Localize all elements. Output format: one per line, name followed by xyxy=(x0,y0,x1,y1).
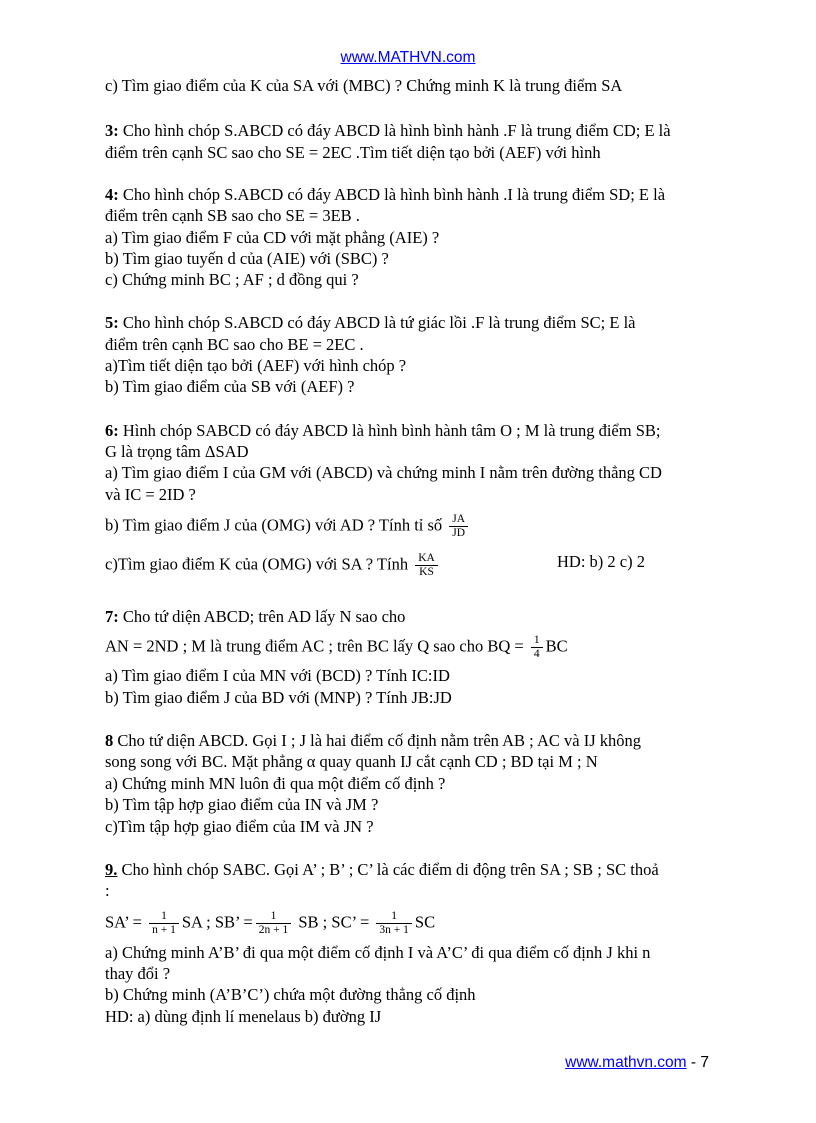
numerator: 1 xyxy=(391,910,398,922)
text-line: điểm trên cạnh BC sao cho BE = 2EC . xyxy=(105,335,364,354)
fraction-one-quarter xyxy=(531,634,543,661)
text: Hình chóp SABCD có đáy ABCD là hình bình hành tâm O ; M là trung điểm SB; xyxy=(118,421,661,440)
problem-4 xyxy=(105,185,665,205)
numerator: KA xyxy=(418,552,435,564)
page-footer xyxy=(565,1054,709,1072)
text-line: thay đổi ? xyxy=(105,964,171,983)
denominator: n + 1 xyxy=(149,923,179,937)
text-line: G là trọng tâm ΔSAD xyxy=(105,442,249,461)
header-site-link[interactable]: www.MATHVN.com xyxy=(340,49,476,66)
problem-7 xyxy=(105,607,405,627)
fraction-ka-ks xyxy=(415,552,438,579)
text: SC xyxy=(414,912,436,932)
text: Cho tứ diện ABCD. Gọi I ; J là hai điểm cố định nằm trên AB ; AC và IJ không xyxy=(113,731,641,750)
text-line: b) Chứng minh (A’B’C’) chứa một đường thẳng cố định xyxy=(105,985,476,1004)
text: SA ; SB’ = xyxy=(181,912,253,932)
text: Cho hình chóp S.ABCD có đáy ABCD là hình bình hành .F là trung điểm CD; E là xyxy=(118,121,671,140)
numerator: 1 xyxy=(161,910,167,922)
problem-number: 6: xyxy=(105,421,119,440)
text-line: c) Chứng minh BC ; AF ; d đồng qui ? xyxy=(105,270,359,289)
problem-number: 9. xyxy=(105,860,118,879)
denominator: 4 xyxy=(531,647,543,661)
text-line: a)Tìm tiết diện tạo bởi (AEF) với hình chóp ? xyxy=(105,356,407,375)
problem-3 xyxy=(105,121,671,141)
problem-6 xyxy=(105,421,660,441)
fraction-1-n1 xyxy=(149,910,179,937)
text-line: a) Tìm giao điểm I của GM với (ABCD) và chứng minh I nằm trên đường thẳng CD xyxy=(105,463,662,482)
problem-number: 5: xyxy=(105,313,119,332)
problem-8 xyxy=(105,731,641,751)
text: c)Tìm giao điểm K của (OMG) với SA ? Tính xyxy=(105,554,409,574)
numerator: JA xyxy=(452,513,466,525)
text-line: điểm trên cạnh SB sao cho SE = 3EB . xyxy=(105,206,360,225)
numerator: 1 xyxy=(270,910,277,922)
denominator: 3n + 1 xyxy=(376,923,412,937)
text: Cho tứ diện ABCD; trên AD lấy N sao cho xyxy=(118,607,406,626)
fraction-1-3n1 xyxy=(376,910,412,937)
page-number: - 7 xyxy=(686,1054,709,1071)
problem-number: 4: xyxy=(105,185,119,204)
problem-number: 7: xyxy=(105,607,119,626)
numerator: 1 xyxy=(533,634,540,646)
text: Cho hình chóp S.ABCD có đáy ABCD là tứ giác lồi .F là trung điểm SC; E là xyxy=(118,313,636,332)
text: SB ; SC’ = xyxy=(298,912,370,932)
page-header xyxy=(0,49,816,67)
text: b) Tìm giao điểm J của (OMG) với AD ? Tính tỉ số xyxy=(105,515,443,535)
text-line xyxy=(105,634,568,661)
text-line: a) Chứng minh MN luôn đi qua một điểm cố định ? xyxy=(105,774,446,793)
footer-site-link[interactable]: www.mathvn.com xyxy=(565,1054,687,1071)
problem-number: 8 xyxy=(105,731,114,750)
text-line: b) Tìm giao tuyến d của (AIE) với (SBC) ? xyxy=(105,249,389,268)
text-line: b) Tìm tập hợp giao điểm của IN và JM ? xyxy=(105,795,379,814)
text-line: a) Tìm giao điểm I của MN với (BCD) ? Tính IC:ID xyxy=(105,666,450,685)
text: Cho hình chóp S.ABCD có đáy ABCD là hình bình hành .I là trung điểm SD; E là xyxy=(118,185,666,204)
text-line: : xyxy=(105,881,110,900)
text-line: b) Tìm giao điểm J của BD với (MNP) ? Tính JB:JD xyxy=(105,688,452,707)
text-line xyxy=(105,552,441,579)
problem-5 xyxy=(105,313,636,333)
text-line: a) Chứng minh A’B’ đi qua một điểm cố định I và A’C’ đi qua điểm cố định J khi n xyxy=(105,943,651,962)
text-line: c) Tìm giao điểm của K của SA với (MBC) ? Chứng minh K là trung điểm SA xyxy=(105,76,623,95)
text-line: c)Tìm tập hợp giao điểm của IM và JN ? xyxy=(105,817,374,836)
hint-text: HD: b) 2 c) 2 xyxy=(557,552,645,571)
text-line: HD: a) dùng định lí menelaus b) đường IJ xyxy=(105,1007,382,1026)
text-line: điểm trên cạnh SC sao cho SE = 2EC .Tìm tiết diện tạo bởi (AEF) với hình xyxy=(105,143,601,162)
text-line: và IC = 2ID ? xyxy=(105,485,196,504)
text: AN = 2ND ; M là trung điểm AC ; trên BC lấy Q sao cho BQ = xyxy=(105,636,524,656)
fraction-ja-jd xyxy=(449,513,468,540)
problem-9 xyxy=(105,860,659,880)
formula-line xyxy=(105,910,435,937)
denominator: KS xyxy=(415,565,438,579)
denominator: JD xyxy=(449,526,468,540)
fraction-1-2n1 xyxy=(256,910,292,937)
text-line: b) Tìm giao điểm của SB với (AEF) ? xyxy=(105,377,355,396)
problem-number: 3: xyxy=(105,121,119,140)
text: SA’ = xyxy=(105,912,142,932)
text-line: song song với BC. Mặt phẳng α quay quanh IJ cắt cạnh CD ; BD tại M ; N xyxy=(105,752,598,771)
text-line: a) Tìm giao điểm F của CD với mặt phẳng (AIE) ? xyxy=(105,228,440,247)
text-line xyxy=(105,513,471,540)
text: BC xyxy=(545,636,568,656)
denominator: 2n + 1 xyxy=(256,923,292,937)
text: Cho hình chóp SABC. Gọi A’ ; B’ ; C’ là các điểm di động trên SA ; SB ; SC thoả xyxy=(117,860,659,879)
